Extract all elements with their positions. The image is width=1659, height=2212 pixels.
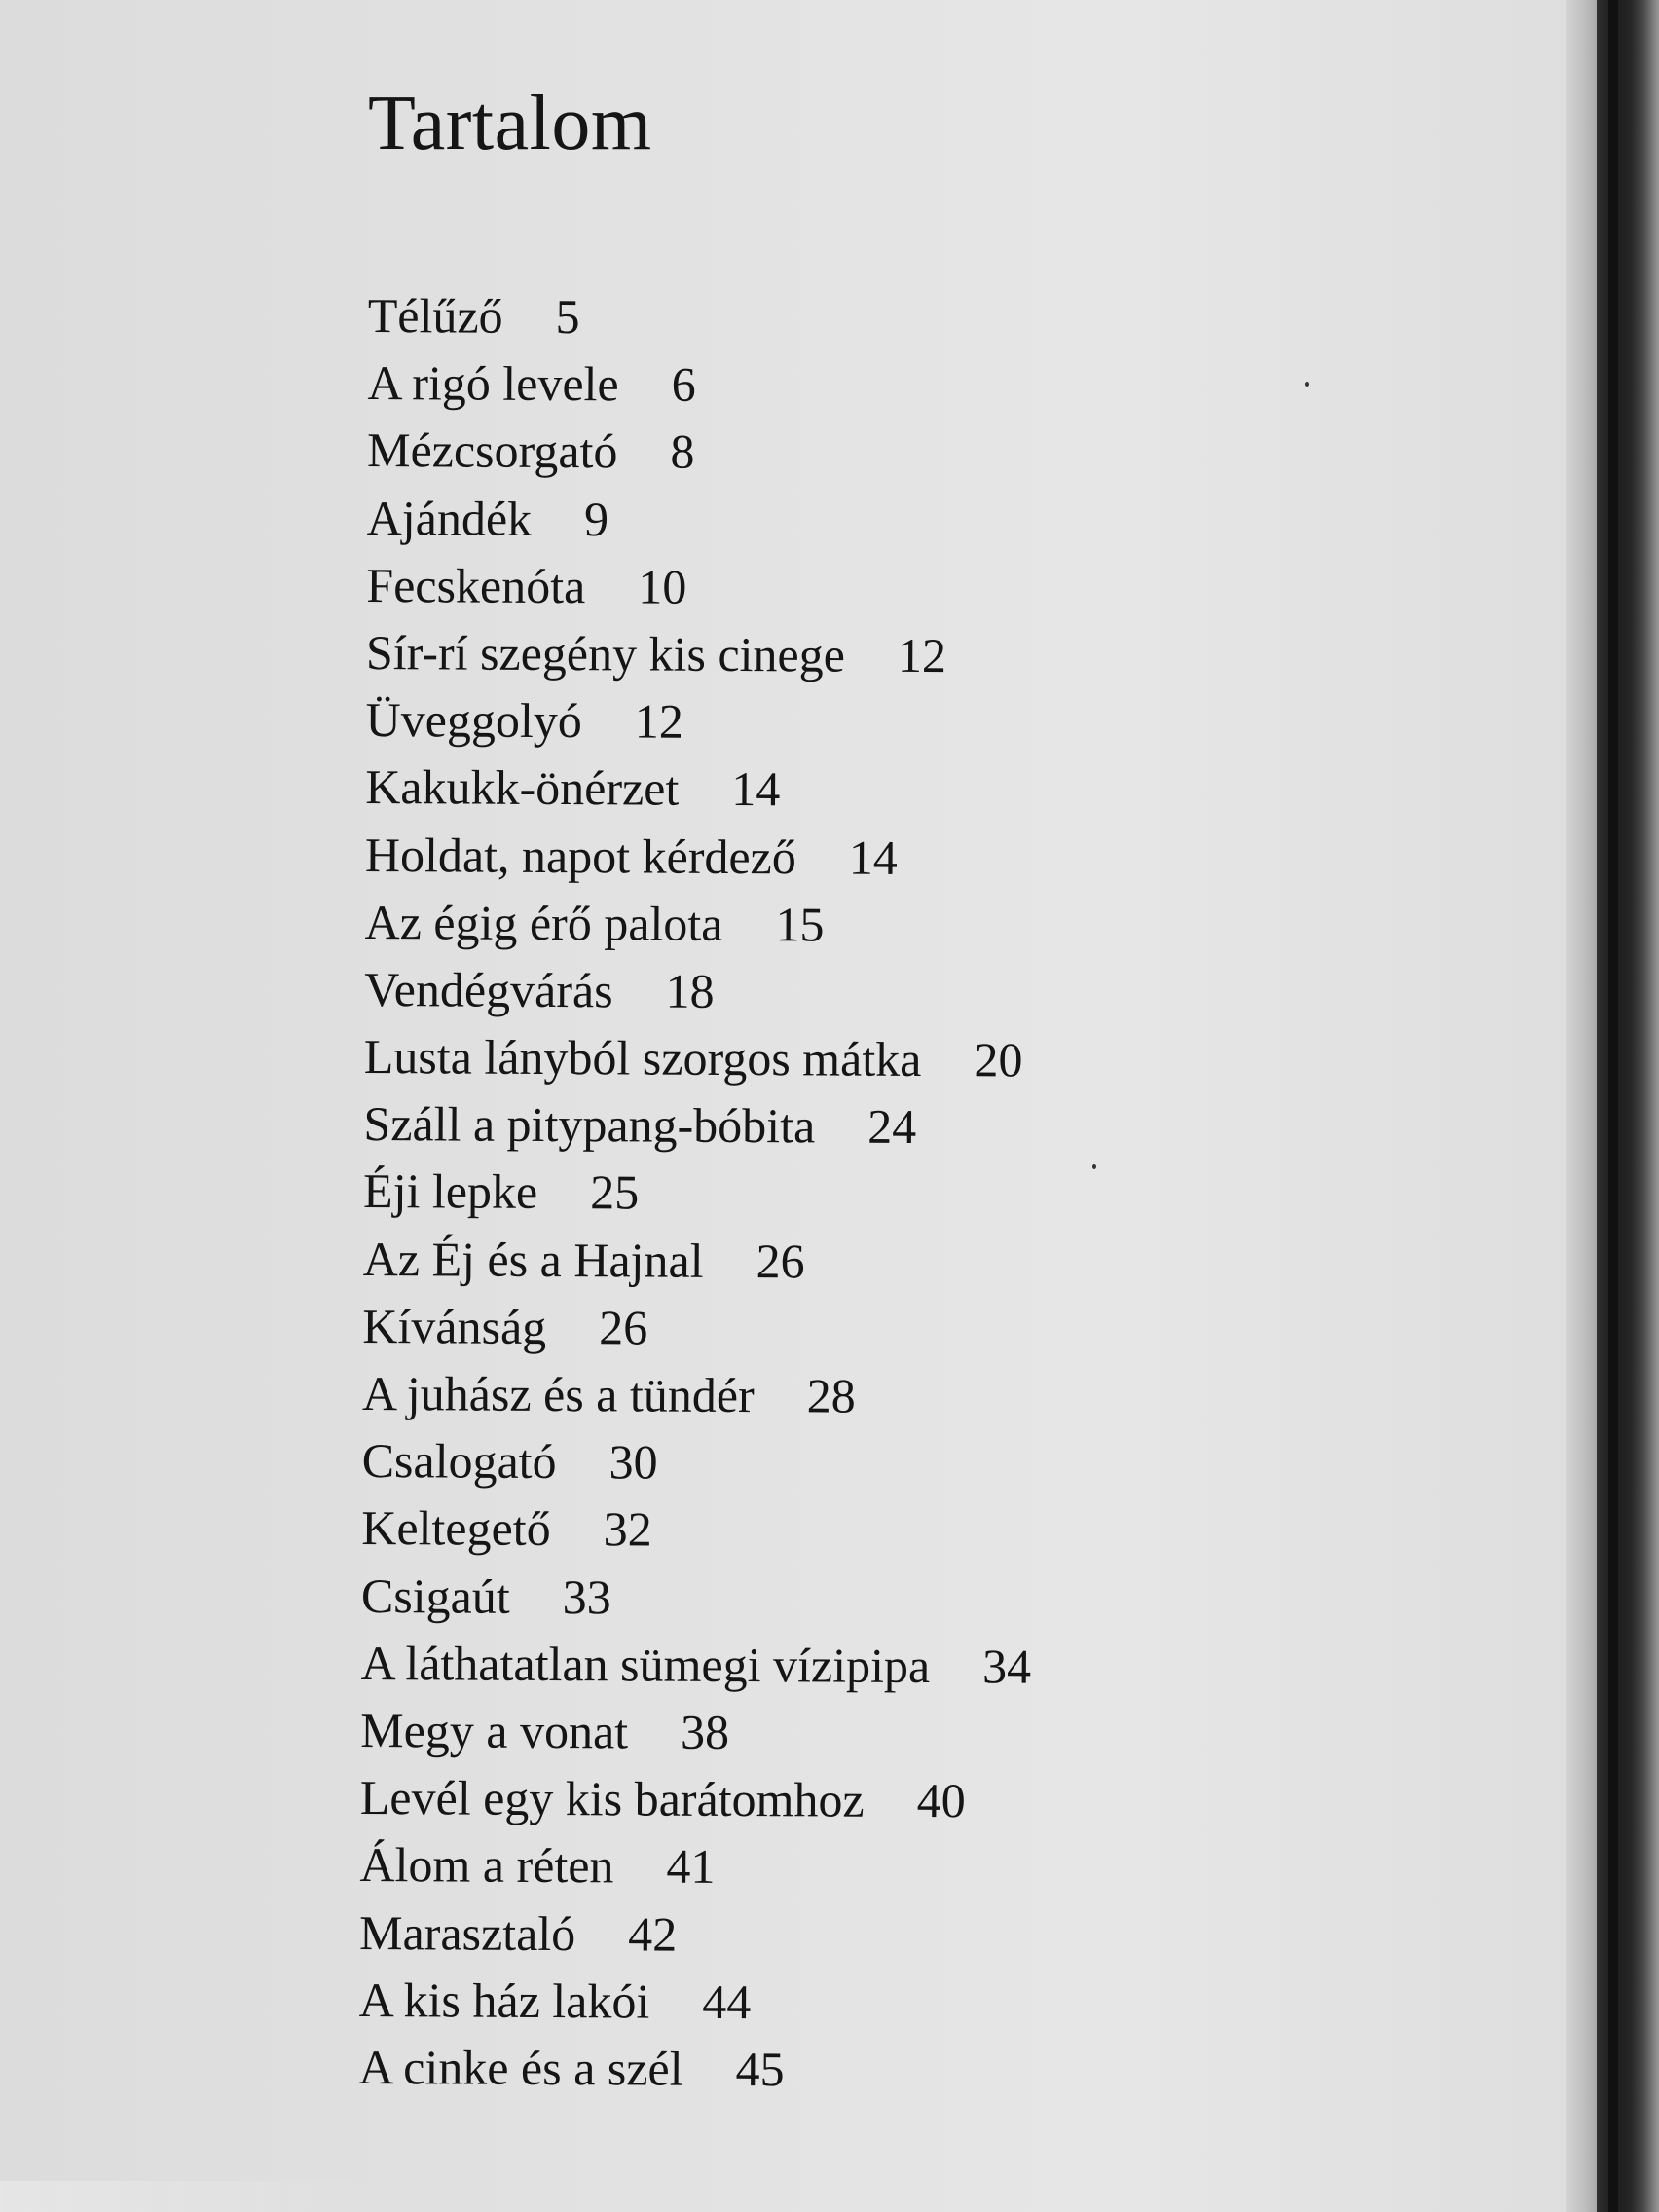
toc-entry-title: Száll a pitypang-bóbita	[363, 1096, 816, 1154]
toc-entry	[368, 282, 1039, 353]
toc-entry	[359, 1831, 1030, 1902]
toc-entry-page-number: 24	[867, 1098, 917, 1155]
toc-entry	[360, 1697, 1031, 1768]
toc-entry-title: Lusta lányból szorgos mátka	[363, 1029, 922, 1088]
toc-entry-page-number: 14	[731, 761, 781, 817]
toc-entry-page-number: 15	[775, 896, 825, 952]
toc-entry-title: Télűző	[367, 287, 503, 344]
toc-entry	[365, 686, 1036, 757]
toc-entry	[367, 485, 1038, 556]
toc-entry	[364, 1023, 1035, 1094]
toc-entry-page-number: 32	[603, 1501, 652, 1557]
toc-entry	[366, 619, 1037, 690]
toc-entry-page-number: 12	[897, 627, 947, 683]
page-title: Tartalom	[368, 81, 652, 166]
toc-entry	[360, 1630, 1031, 1701]
toc-entry-page-number: 42	[628, 1905, 678, 1962]
toc-entry-page-number: 33	[562, 1568, 611, 1624]
toc-entry	[361, 1427, 1032, 1498]
toc-entry	[365, 754, 1036, 825]
toc-entry-title: Marasztaló	[358, 1904, 576, 1961]
toc-entry	[361, 1494, 1032, 1566]
toc-entry-page-number: 12	[634, 693, 683, 749]
toc-entry	[360, 1764, 1031, 1835]
toc-entry-title: Keltegető	[361, 1500, 551, 1557]
toc-entry-page-number: 20	[974, 1032, 1023, 1088]
toc-entry-page-number: 34	[981, 1639, 1032, 1694]
toc-entry	[364, 956, 1035, 1027]
toc-entry-page-number: 38	[681, 1704, 730, 1759]
toc-entry-title: A cinke és a szél	[358, 2039, 683, 2096]
toc-entry-page-number: 25	[590, 1164, 640, 1220]
toc-entry	[362, 1293, 1033, 1364]
toc-entry-title: A láthatatlan sümegi vízipipa	[360, 1635, 931, 1693]
toc-entry-title: Ajándék	[366, 490, 533, 546]
toc-entry	[359, 1899, 1030, 1970]
binding-stripe	[1608, 0, 1618, 2212]
toc-entry-title: A kis ház lakói	[358, 1972, 650, 2029]
toc-entry	[366, 552, 1037, 623]
toc-entry-title: Üveggolyó	[365, 692, 582, 749]
toc-entry	[359, 1967, 1030, 2038]
toc-entry-page-number: 41	[666, 1838, 716, 1895]
toc-entry-page-number: 14	[848, 830, 898, 885]
toc-entry-title: Éji lepke	[362, 1163, 538, 1220]
toc-entry-title: Sír-rí szegény kis cinege	[365, 624, 846, 682]
toc-entry-page-number: 10	[638, 559, 687, 614]
toc-entry	[365, 821, 1036, 892]
toc-entry-page-number: 40	[916, 1773, 966, 1828]
toc-entry-page-number: 26	[756, 1233, 805, 1288]
toc-entry-page-number: 28	[806, 1368, 856, 1423]
toc-entry-page-number: 45	[735, 2041, 785, 2097]
toc-entry-title: Álom a réten	[359, 1837, 614, 1894]
toc-entry-title: Megy a vonat	[360, 1702, 629, 1759]
toc-entry-title: A juhász és a tündér	[361, 1365, 755, 1423]
watermark-strip	[0, 2181, 389, 2212]
toc-entry-title: Holdat, napot kérdező	[364, 827, 796, 884]
toc-entry-title: Mézcsorgató	[366, 423, 618, 479]
toc-entry	[361, 1563, 1032, 1634]
toc-entry	[362, 1360, 1033, 1431]
toc-entry	[363, 1158, 1034, 1229]
toc-entry-title: Fecskenóta	[366, 557, 586, 613]
toc-entry	[358, 2034, 1029, 2105]
book-binding	[1597, 0, 1659, 2212]
toc-entry-title: A rigó levele	[367, 355, 619, 412]
toc-entry	[367, 350, 1038, 421]
toc-entry-title: Csalogató	[361, 1433, 557, 1490]
toc-entry	[364, 889, 1035, 960]
paper-speck	[1092, 1164, 1096, 1169]
toc-entry-page-number: 44	[702, 1973, 752, 2029]
toc-entry	[367, 417, 1038, 488]
toc-entry-page-number: 26	[599, 1300, 648, 1355]
toc-entry-title: Csigaút	[360, 1567, 510, 1624]
toc-entry	[363, 1226, 1034, 1297]
toc-entry-page-number: 18	[665, 963, 715, 1018]
toc-entry-page-number: 6	[671, 356, 696, 412]
paper-speck	[1305, 382, 1309, 387]
toc-entry-title: Levél egy kis barátomhoz	[359, 1770, 865, 1827]
page-edge	[1566, 0, 1597, 2212]
toc-entry-title: Vendégvárás	[364, 961, 613, 1018]
table-of-contents	[358, 282, 1038, 2105]
toc-entry-page-number: 5	[555, 289, 580, 345]
toc-entry-title: Az Éj és a Hajnal	[362, 1231, 704, 1288]
toc-entry-title: Kakukk-önérzet	[365, 759, 680, 816]
toc-entry-page-number: 30	[608, 1434, 658, 1490]
toc-entry-title: Kívánság	[362, 1298, 547, 1354]
toc-entry	[363, 1090, 1034, 1161]
toc-entry-page-number: 9	[583, 491, 609, 546]
toc-entry-title: Az égig érő palota	[364, 894, 723, 951]
toc-entry-page-number: 8	[670, 424, 695, 480]
